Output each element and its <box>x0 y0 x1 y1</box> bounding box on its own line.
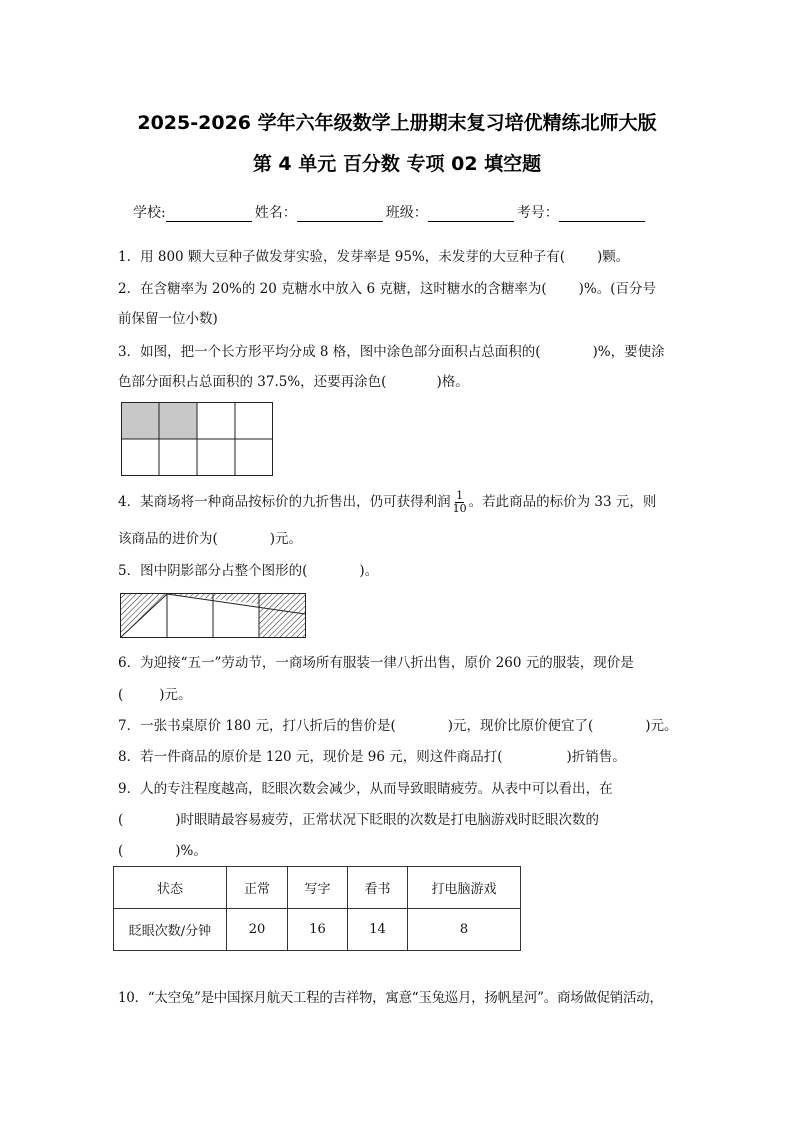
fraction-one-tenth: $\frac{1}{10}$ <box>452 489 467 515</box>
class-blank[interactable] <box>428 206 514 222</box>
question-6-cont: ( )元。 <box>118 687 192 703</box>
question-3: 3．如图，把一个长方形平均分成 8 格，图中涂色部分面积占总面积的( )%，要使涂 <box>118 344 665 360</box>
table-header-cell: 写字 <box>288 867 348 909</box>
question-7: 7．一张书桌原价 180 元，打八折后的售价是( )元，现价比原价便宜了( )元。 <box>118 718 678 734</box>
table-cell: 20 <box>227 909 288 951</box>
shaded-rectangle <box>259 594 305 637</box>
question-9-cont2: ( )%。 <box>118 843 207 859</box>
class-label: 班级： <box>385 205 428 221</box>
table-header-row <box>114 867 521 909</box>
question-8: 8．若一件商品的原价是 120 元，现价是 96 元，则这件商品打( )折销售。 <box>118 749 626 765</box>
question-2-cont: 前保留一位小数) <box>118 311 218 327</box>
table-cell: 8 <box>408 909 521 951</box>
grid-cell-shaded <box>122 403 160 440</box>
table-header-cell: 打电脑游戏 <box>408 867 521 909</box>
q5-shaded-figure <box>120 593 306 638</box>
blink-count-table <box>113 866 521 951</box>
page-title: 2025-2026 学年六年级数学上册期末复习培优精练北师大版 <box>137 112 657 134</box>
name-label: 姓名： <box>254 205 297 221</box>
question-5: 5．图中阴影部分占整个图形的( )。 <box>118 563 379 579</box>
table-cell: 16 <box>288 909 348 951</box>
school-blank[interactable] <box>166 206 252 222</box>
question-6: 6．为迎接“五一”劳动节，一商场所有服装一律八折出售，原价 260 元的服装，现价是 <box>118 655 634 671</box>
exam-number-blank[interactable] <box>559 206 645 222</box>
table-header-cell: 看书 <box>348 867 408 909</box>
name-blank[interactable] <box>297 206 383 222</box>
table-cell: 14 <box>348 909 408 951</box>
grid-cell-shaded <box>159 403 197 440</box>
table-header-cell: 状态 <box>114 867 227 909</box>
page-subtitle: 第 4 单元 百分数 专项 02 填空题 <box>252 153 542 175</box>
question-1: 1．用 800 颗大豆种子做发芽实验，发芽率是 95%，未发芽的大豆种子有( )颗。 <box>118 249 630 265</box>
question-9: 9．人的专注程度越高，眨眼次数会减少，从而导致眼睛疲劳。从表中可以看出，在 <box>118 781 613 797</box>
question-2: 2．在含糖率为 20%的 20 克糖水中放入 6 克糖，这时糖水的含糖率为( )%。(百分号 <box>118 281 656 297</box>
table-header-cell: 正常 <box>227 867 288 909</box>
student-info-row <box>133 202 648 222</box>
question-4: 4．某商场将一种商品按标价的九折售出，仍可获得利润 $\frac{1}{10}$ 。若此商品的标价为 33 元，则 <box>118 489 657 515</box>
question-3-cont: 色部分面积占总面积的 37.5%，还要再涂色( )格。 <box>118 374 469 390</box>
exam-number-label: 考号： <box>516 205 559 221</box>
school-label: 学校: <box>133 205 166 221</box>
table-row <box>114 909 521 951</box>
table-row-label: 眨眼次数/分钟 <box>114 909 227 951</box>
question-9-cont: ( )时眼睛最容易疲劳，正常状况下眨眼的次数是打电脑游戏时眨眼次数的 <box>118 812 600 828</box>
q3-grid-figure <box>121 402 273 476</box>
question-4-cont: 该商品的进价为( )元。 <box>118 531 303 547</box>
question-10: 10．“太空兔”是中国探月航天工程的吉祥物，寓意“玉兔巡月，扬帆星河”。商场做促销活动， <box>118 990 663 1006</box>
